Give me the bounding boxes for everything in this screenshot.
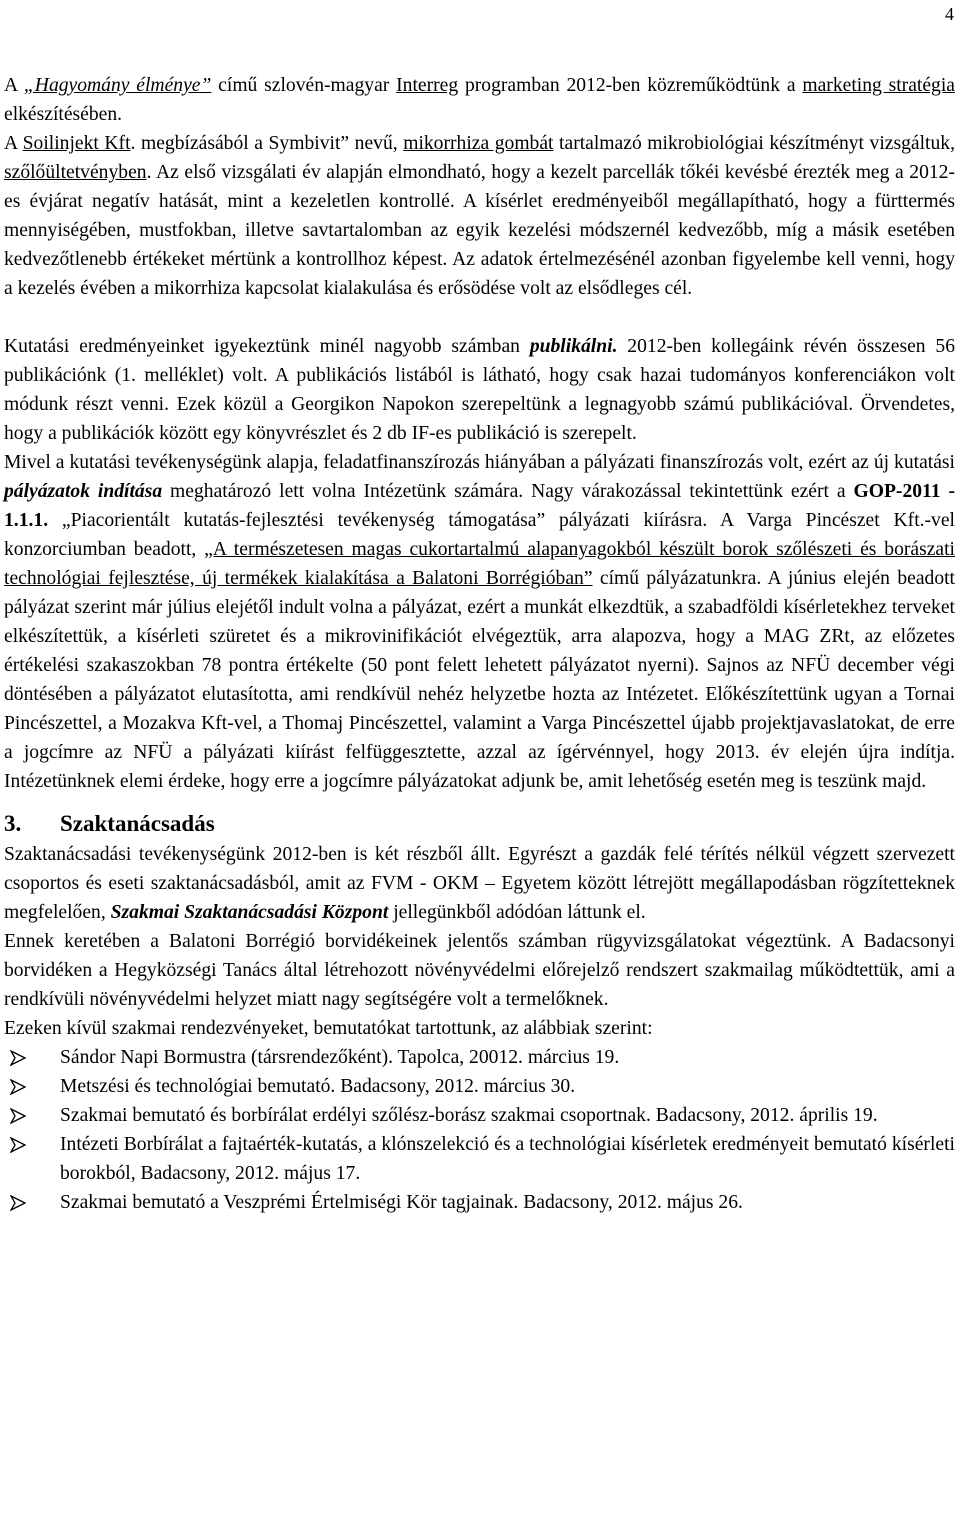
publikalni-emphasis: publikálni. [529,336,618,357]
arrow-right-outline-icon [10,1108,26,1124]
project-title-link[interactable]: „A természetesen magas cukortartalmú alapanyagokból készült borok szőlészeti és borászati technológiai fejlesztése, új termékek kialakítása a Balatoni Borrégióban” [4,539,955,589]
marketing-link[interactable]: marketing stratégia [802,75,955,96]
list-item: Metszési és technológiai bemutató. Badacsony, 2012. március 30. [4,1072,955,1101]
section-number: 3. [4,811,22,836]
list-item: Intézeti Borbírálat a fajtaérték-kutatás, a klónszelekció és a technológiai kísérletek eredményeit bemutató kísérleti borokból, Badacsony, 2012. május 17. [4,1130,955,1188]
szoloultetveny-link[interactable]: szőlőültetvényben [4,162,147,183]
section-title: Szaktanácsadás [60,811,215,836]
advisory-center-emphasis: Szakmai Szaktanácsadási Központ [110,902,389,923]
mikorrhiza-link[interactable]: mikorrhiza gombát [403,133,554,154]
list-item: Szakmai bemutató és borbírálat erdélyi szőlész-borász szakmai csoportnak. Badacsony, 2012. április 19. [4,1101,955,1130]
arrow-right-outline-icon [10,1137,26,1153]
paragraph-gap [4,303,955,332]
paragraph-publications: Kutatási eredményeinket igyekeztünk minél nagyobb számban publikálni. 2012-ben kollegáink révén összesen 56 publikációnk (1. melléklet) volt. A publikációs listából is látható, hogy csak hazai tudományos konferenciákon volt módunk részt venni. Ezek közül a Georgikon Napokon szerepeltünk a legnagyobb számú publikációval. Örvendetes, hogy a publikációk között egy könyvrészlet és 2 db IF-es publikáció is szerepelt. [4,336,955,444]
list-item: Szakmai bemutató a Veszprémi Értelmiségi Kör tagjainak. Badacsony, 2012. május 26. [4,1188,955,1217]
interreg-link[interactable]: Interreg [396,75,459,96]
arrow-right-outline-icon [10,1050,26,1066]
soilinjekt-link[interactable]: Soilinjekt Kft [22,133,131,154]
paragraph-soilinjekt: A Soilinjekt Kft. megbízásából a Symbivit” nevű, mikorrhiza gombát tartalmazó mikrobiológiai készítményt vizsgáltuk, szőlőültetvényben. Az első vizsgálati év alapján elmondható, hogy a kezelt parcellák tőkéi kevésbé érezték meg a 2012-es évjárat negatív hatását, mint a kezeletlen kontrollé. A kísérlet eredményeiből megállapítható, hogy a fürttermés mennyiségében, mustfokban, illetve savtartalomban az egyik kezelési módszernél kedvezőbb, míg a másik esetében kedvezőtlenebb értékeket mértünk a kontrollhoz képest. Az adatok értelmezésénél azonban figyelembe kell venni, hogy a kezelés évében a mikorrhiza kapcsolat kialakulása és erősödése volt az elsődleges cél. [4,133,955,299]
paragraph-grants: Mivel a kutatási tevékenységünk alapja, feladatfinanszírozás hiányában a pályázati finanszírozás volt, ezért az új kutatási pályázatok indítása meghatározó lett volna Intézetünk számára. Nagy várakozással tekintettünk ezért a GOP-2011 - 1.1.1. „Piacorientált kutatás-fejlesztési tevékenység támogatása” pályázati kiírásra. A Varga Pincészet Kft.-vel konzorciumban beadott, „A természetesen magas cukortartalmú alapanyagokból készült borok szőlészeti és borászati technológiai fejlesztése, új termékek kialakítása a Balatoni Borrégióban” című pályázatunkra. A június elején beadott pályázat szerint már július elejétől indult volna a pályázat, ezért a munkát elkezdtük, a szabadföldi kísérletekhez terveket elkészítettük, a kísérleti szüretet és a mikrovinifikációt elvégeztük, arra alapozva, hogy a MAG ZRt, az előzetes értékelési szakaszokban 78 pontra értékelte (50 pont felett lehetett pályázatot nyerni). Sajnos az NFÜ december végi döntésében a pályázatot elutasította, ami rendkívül nehéz helyzetbe hozta az Intézetet. Előkészítettünk ugyan a Tornai Pincészettel, a Mozakva Kft-vel, a Thomaj Pincészettel, valamint a Varga Pincészettel újabb projektjavaslatokat, de erre a jogcímre az NFÜ a pályázati kiírást felfüggesztette, azzal az ígérvénnyel, hogy 2013. év elején újra indítja. Intézetünknek elemi érdeke, hogy erre a jogcímre pályázatokat adjunk be, amit lehetőség esetén meg is teszünk majd. [4,452,956,792]
events-list [4,1043,955,1217]
list-item: Sándor Napi Bormustra (társrendezőként). Tapolca, 20012. március 19. [4,1043,955,1072]
paragraph-advisory: Szaktanácsadási tevékenységünk 2012-ben is két részből állt. Egyrészt a gazdák felé térítés nélkül végzett szervezett csoportos és eseti szaktanácsadásból, amit az FVM - OKM – Egyetem között létrejött megállapodásban rögzítetteknek megfelelően, Szakmai Szaktanácsadási Központ jellegünkből adódóan láttunk el. [4,844,955,923]
project-name-link[interactable]: „Hagyomány élménye” [23,75,212,96]
palyazatok-emphasis: pályázatok indítása [4,481,163,502]
paragraph-events-intro: Ezeken kívül szakmai rendezvényeket, bemutatókat tartottunk, az alábbiak szerint: [4,1018,653,1039]
paragraph-bud-inspection: Ennek keretében a Balatoni Borrégió borvidékeinek jelentős számban rügyvizsgálatokat végeztünk. A Badacsonyi borvidéken a Hegyközségi Tanács által létrehozott növényvédelmi előrejelző rendszert szakmailag működtettük, ami a rendkívüli növényvédelmi helyzet miatt nagy segítségére volt a termelőknek. [4,931,955,1010]
paragraph-interreg: A „Hagyomány élménye” című szlovén-magyar Interreg programban 2012-ben közreműködtünk a marketing stratégia elkészítésében. [4,75,955,125]
section-heading [4,796,955,840]
page-number: 4 [945,4,954,24]
arrow-right-outline-icon [10,1195,26,1211]
document-body [4,71,955,1217]
arrow-right-outline-icon [10,1079,26,1095]
gop-code: GOP-2011 - 1.1.1. [4,481,955,531]
